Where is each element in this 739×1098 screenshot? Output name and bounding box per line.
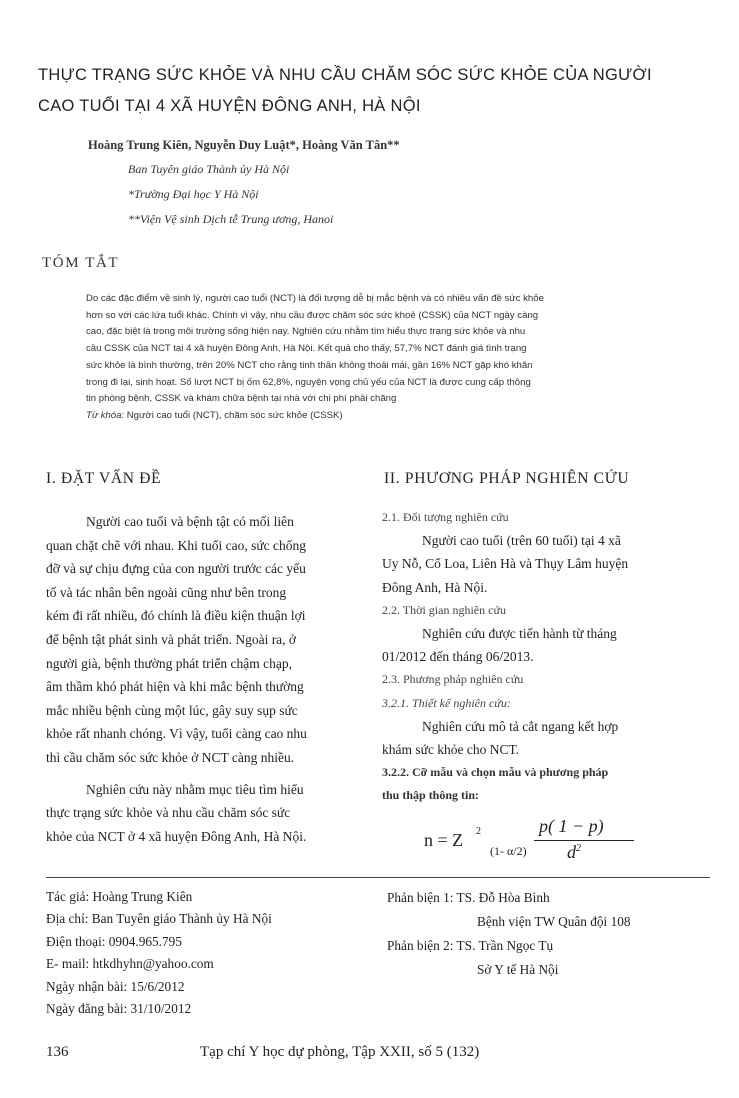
keywords-line bbox=[86, 408, 706, 425]
contact-address: Địa chỉ: Ban Tuyên giáo Thành ủy Hà Nội bbox=[46, 911, 272, 927]
section-heading-methods: II. PHƯƠNG PHÁP NGHIÊN CỨU bbox=[384, 470, 630, 487]
keywords-label: Từ khóa: bbox=[86, 409, 125, 421]
section-heading-introduction: I. ĐẶT VẤN ĐỀ bbox=[46, 470, 162, 487]
date-published: Ngày đăng bài: 31/10/2012 bbox=[46, 1001, 192, 1017]
intro-line: Người cao tuổi và bệnh tật có mối liên bbox=[86, 514, 294, 529]
intro-line: quan chặt chẽ với nhau. Khi tuổi cao, sức chống bbox=[46, 537, 307, 553]
subsection-2-2-heading: 2.2. Thời gian nghiên cứu bbox=[382, 602, 506, 617]
intro-line: khỏe của NCT ở 4 xã huyện Đông Anh, Hà Nội. bbox=[46, 828, 307, 844]
formula-z-exponent: 2 bbox=[476, 826, 481, 837]
abstract-body bbox=[86, 291, 706, 425]
abstract-heading: TÓM TẮT bbox=[42, 255, 120, 271]
reviewer-1-org: Bệnh viện TW Quân đội 108 bbox=[477, 914, 631, 929]
reviewer-2: Phản biện 2: TS. Trần Ngọc Tụ bbox=[387, 938, 554, 953]
formula-lhs: n = Z bbox=[424, 830, 464, 850]
journal-citation: Tạp chí Y học dự phòng, Tập XXII, số 5 (132) bbox=[200, 1044, 480, 1060]
date-received: Ngày nhận bài: 15/6/2012 bbox=[46, 978, 185, 994]
abstract-line: Do các đặc điểm về sinh lý, người cao tuổi (NCT) là đối tượng dễ bị mắc bệnh và có nhiều vấn đề sức khỏe bbox=[86, 293, 544, 304]
abstract-line: tin phòng bệnh, CSSK và khám chữa bệnh tại nhà với chi phí phải chăng bbox=[86, 393, 397, 405]
formula-denominator-base: d bbox=[567, 842, 576, 862]
footer-divider bbox=[46, 877, 710, 878]
abstract-line: sức khỏe là bình thường, trên 20% NCT cho rằng tinh thần không thoải mái, gần 16% NCT gặp khó khăn bbox=[86, 359, 533, 371]
reviewer-1: Phản biện 1: TS. Đỗ Hòa Bình bbox=[387, 890, 550, 905]
subsection-2-1-heading: 2.1. Đối tượng nghiên cứu bbox=[382, 510, 509, 524]
subsection-3-2-2-heading-cont: thu thập thông tin: bbox=[382, 788, 480, 803]
methods-line: Người cao tuổi (trên 60 tuổi) tại 4 xã bbox=[422, 533, 621, 549]
contact-phone: Điện thoại: 0904.965.795 bbox=[46, 933, 182, 949]
methods-line: Nghiên cứu được tiến hành từ tháng bbox=[422, 626, 617, 642]
intro-line: thực trạng sức khỏe và nhu cầu chăm sóc sức bbox=[46, 805, 291, 821]
intro-line: để bệnh tật phát sinh và phát triển. Ngoài ra, ở bbox=[46, 631, 297, 647]
reviewer-2-org: Sở Y tế Hà Nội bbox=[477, 962, 559, 977]
introduction-column bbox=[46, 510, 366, 848]
title-line-2: CAO TUỔI TẠI 4 XÃ HUYỆN ĐÔNG ANH, HÀ NỘI bbox=[38, 97, 421, 115]
methods-line: 01/2012 đến tháng 06/2013. bbox=[382, 649, 534, 665]
abstract-line: cầu CSSK của NCT tại 4 xã huyện Đông Anh, Hà Nội. Kết quả cho thấy, 57,7% NCT đánh giá tình trạng bbox=[86, 343, 527, 355]
formula-z-subscript: (1- α/2) bbox=[490, 844, 527, 858]
title-line-1: THỰC TRẠNG SỨC KHỎE VÀ NHU CẦU CHĂM SÓC SỨC KHỎE CỦA NGƯỜI bbox=[38, 66, 652, 84]
intro-line: thì cầu chăm sóc sức khỏe ở NCT càng nhiều. bbox=[46, 749, 295, 765]
subsection-2-3-heading: 2.3. Phương pháp nghiên cứu bbox=[382, 672, 524, 687]
methods-line: khám sức khỏe cho NCT. bbox=[382, 742, 520, 758]
intro-line: khỏe rất nhanh chóng. Vì vậy, tuổi càng cao nhu bbox=[46, 726, 307, 742]
keywords-text: Người cao tuổi (NCT), chăm sóc sức khỏe (CSSK) bbox=[124, 409, 343, 421]
methods-line: Đông Anh, Hà Nội. bbox=[382, 579, 488, 595]
intro-line: tố và tác nhân bên ngoài cũng như bên trong bbox=[46, 584, 287, 600]
intro-line: đỡ và sự chịu đựng của con người trước các yếu bbox=[46, 561, 306, 577]
formula-denominator-exponent: 2 bbox=[576, 843, 581, 854]
subsection-3-2-1-heading: 3.2.1. Thiết kế nghiên cứu: bbox=[382, 695, 511, 710]
reviewer-info bbox=[387, 886, 631, 982]
affiliation-3: **Viện Vệ sinh Dịch tễ Trung ương, Hanoi bbox=[128, 212, 334, 226]
page-number: 136 bbox=[46, 1044, 69, 1060]
formula-numerator: p( 1 − p) bbox=[539, 816, 604, 836]
intro-line: Nghiên cứu này nhằm mục tiêu tìm hiểu bbox=[86, 781, 304, 797]
methods-column bbox=[382, 506, 712, 808]
contact-author: Tác giả: Hoàng Trung Kiên bbox=[46, 889, 193, 904]
methods-line: Nghiên cứu mô tả cắt ngang kết hợp bbox=[422, 718, 619, 734]
affiliation-1: Ban Tuyên giáo Thành ủy Hà Nội bbox=[128, 162, 290, 176]
intro-line: mắc nhiều bệnh cùng một lúc, gây suy sụp sức bbox=[46, 702, 298, 718]
methods-line: Uy Nỗ, Cổ Loa, Liên Hà và Thụy Lâm huyện bbox=[382, 556, 629, 572]
affiliation-2: *Trường Đại học Y Hà Nội bbox=[128, 187, 259, 201]
page-title bbox=[38, 60, 718, 122]
abstract-line: trong đi lại, sinh hoạt. Số lượt NCT bị ốm 62,8%, nguyện vọng chủ yếu của NCT là được cung cấp thông bbox=[86, 376, 531, 388]
abstract-line: cao, đặc biệt là trong môi trường sống hiện nay. Nghiên cứu nhằm tìm hiểu thực trạng sức khỏe và nhu bbox=[86, 326, 526, 338]
intro-line: âm thầm khó phát hiện và khi mắc bệnh thường bbox=[46, 679, 304, 695]
contact-email: E- mail: htkdhyhn@yahoo.com bbox=[46, 956, 214, 972]
abstract-line: hơn so với các lứa tuổi khác. Chính vì vậy, nhu cầu được chăm sóc sức khoẻ (CSSK) của NCT ngày càng bbox=[86, 309, 539, 321]
author-contact-info bbox=[46, 886, 272, 1020]
subsection-3-2-2-heading: 3.2.2. Cỡ mẫu và chọn mẫu và phương pháp bbox=[382, 765, 609, 780]
sample-size-formula bbox=[424, 816, 684, 872]
author-list: Hoàng Trung Kiên, Nguyễn Duy Luật*, Hoàng Văn Tân** bbox=[88, 138, 400, 152]
formula-denominator bbox=[567, 842, 581, 863]
intro-line: kém đi rất nhiều, đó chính là điều kiện thuận lợi bbox=[46, 608, 306, 624]
intro-line: người già, bệnh thường phát triển chậm chạp, bbox=[46, 655, 292, 671]
formula-fraction-bar bbox=[534, 840, 634, 841]
